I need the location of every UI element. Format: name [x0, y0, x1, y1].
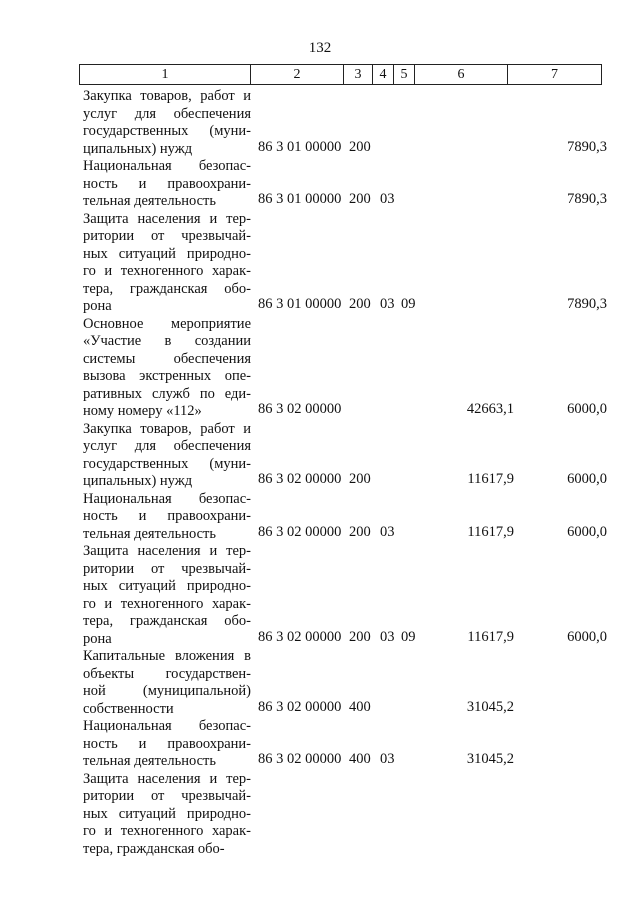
budget-code: 86 3 02 00000: [258, 751, 342, 767]
expense-type-code: 200: [349, 296, 371, 312]
description-line: Закупка товаров, работ и: [83, 420, 251, 437]
expense-type-code: 200: [349, 471, 371, 487]
column-header-1: 1: [80, 65, 251, 85]
description-line: тельная деятельность: [83, 753, 216, 769]
description-line: го и техногенного харак-: [83, 263, 251, 279]
description-line: ность и правоохрани-: [83, 175, 251, 192]
row-description: [83, 718, 251, 771]
amount-col-7: 6000,0: [567, 523, 607, 540]
section-code: 03: [380, 628, 395, 645]
column-header-6: 6: [415, 65, 508, 85]
row-description: [83, 543, 251, 648]
description-line: тера, гражданская обо-: [83, 613, 251, 629]
row-description: [83, 771, 251, 859]
description-line: вызова экстренных опе-: [83, 368, 251, 384]
expense-type-code: 200: [349, 628, 371, 645]
description-line: собственности: [83, 700, 174, 717]
section-code: 03: [380, 191, 395, 207]
description-line: ность и правоохрани-: [83, 508, 251, 524]
budget-code: 86 3 02 00000: [258, 523, 342, 540]
budget-code: 86 3 02 00000: [258, 471, 342, 487]
description-line: ной (муниципальной): [83, 683, 251, 699]
amount-col-6: 31045,2: [466, 698, 514, 715]
subsection-code: 09: [401, 296, 416, 312]
budget-code: 86 3 01 00000: [258, 296, 342, 312]
description-line: ность и правоохрани-: [83, 735, 251, 752]
amount-col-6: 31045,2: [466, 751, 514, 767]
description-line: ритории от чрезвычай-: [83, 228, 251, 244]
subsection-code: 09: [401, 628, 416, 645]
budget-code: 86 3 02 00000: [258, 698, 342, 715]
description-line: рона: [83, 298, 112, 314]
description-line: услуг для обеспечения: [83, 438, 251, 454]
description-line: Капитальные вложения в: [83, 648, 251, 664]
amount-col-6: 11617,9: [467, 523, 514, 540]
budget-code: 86 3 02 00000: [258, 401, 342, 417]
column-header-7: 7: [508, 65, 602, 85]
description-line: услуг для обеспечения: [83, 105, 251, 122]
expense-type-code: 400: [349, 698, 371, 715]
budget-code: 86 3 01 00000: [258, 138, 342, 155]
section-code: 03: [380, 296, 395, 312]
description-line: тера, гражданская обо-: [83, 840, 225, 857]
description-line: ных ситуаций природно-: [83, 805, 251, 822]
page-number: 132: [308, 40, 332, 56]
description-line: Национальная безопас-: [83, 490, 251, 507]
column-header-5: 5: [394, 65, 415, 85]
column-header-3: 3: [344, 65, 373, 85]
description-line: го и техногенного харак-: [83, 595, 251, 612]
section-code: 03: [380, 523, 395, 540]
row-description: [83, 158, 251, 211]
description-line: «Участие в создании: [83, 333, 251, 349]
amount-col-7: 7890,3: [567, 191, 607, 207]
amount-col-7: 6000,0: [567, 628, 607, 645]
row-description: [83, 491, 251, 544]
expense-type-code: 200: [349, 191, 371, 207]
budget-code: 86 3 01 00000: [258, 191, 342, 207]
row-description: [83, 421, 251, 491]
section-code: 03: [380, 751, 395, 767]
description-line: рона: [83, 630, 112, 647]
column-header-2: 2: [251, 65, 344, 85]
description-line: ритории от чрезвычай-: [83, 560, 251, 577]
description-line: государственных (муни-: [83, 123, 251, 139]
description-line: ципальных) нужд: [83, 140, 193, 157]
expense-type-code: 400: [349, 751, 371, 767]
description-line: ному номеру «112»: [83, 403, 202, 419]
amount-col-7: 7890,3: [567, 138, 607, 155]
description-line: Закупка товаров, работ и: [83, 88, 251, 104]
expense-type-code: 200: [349, 138, 371, 155]
row-description: [83, 648, 251, 718]
expense-type-code: 200: [349, 523, 371, 540]
row-description: [83, 211, 251, 316]
amount-col-7: 7890,3: [567, 296, 607, 312]
description-line: Защита населения и тер-: [83, 543, 251, 559]
description-line: Защита населения и тер-: [83, 210, 251, 227]
description-line: тера, гражданская обо-: [83, 280, 251, 297]
description-line: объекты государствен-: [83, 665, 251, 682]
description-line: тельная деятельность: [83, 193, 216, 209]
description-line: ных ситуаций природно-: [83, 245, 251, 262]
description-line: Основное мероприятие: [83, 315, 251, 332]
amount-col-6: 11617,9: [467, 628, 514, 645]
description-line: ритории от чрезвычай-: [83, 788, 251, 804]
description-line: системы обеспечения: [83, 350, 251, 367]
description-line: ративных служб по еди-: [83, 385, 251, 402]
column-header-4: 4: [373, 65, 394, 85]
description-line: ных ситуаций природно-: [83, 578, 251, 594]
amount-col-7: 6000,0: [567, 401, 607, 417]
row-description: [83, 316, 251, 421]
row-description: [83, 88, 251, 158]
description-line: Национальная безопас-: [83, 718, 251, 734]
description-line: Защита населения и тер-: [83, 770, 251, 787]
description-line: го и техногенного харак-: [83, 823, 251, 839]
amount-col-6: 11617,9: [467, 471, 514, 487]
amount-col-6: 42663,1: [466, 401, 514, 417]
amount-col-7: 6000,0: [567, 471, 607, 487]
description-line: государственных (муни-: [83, 455, 251, 472]
description-line: тельная деятельность: [83, 525, 216, 542]
budget-code: 86 3 02 00000: [258, 628, 342, 645]
description-line: ципальных) нужд: [83, 473, 193, 489]
description-line: Национальная безопас-: [83, 158, 251, 174]
